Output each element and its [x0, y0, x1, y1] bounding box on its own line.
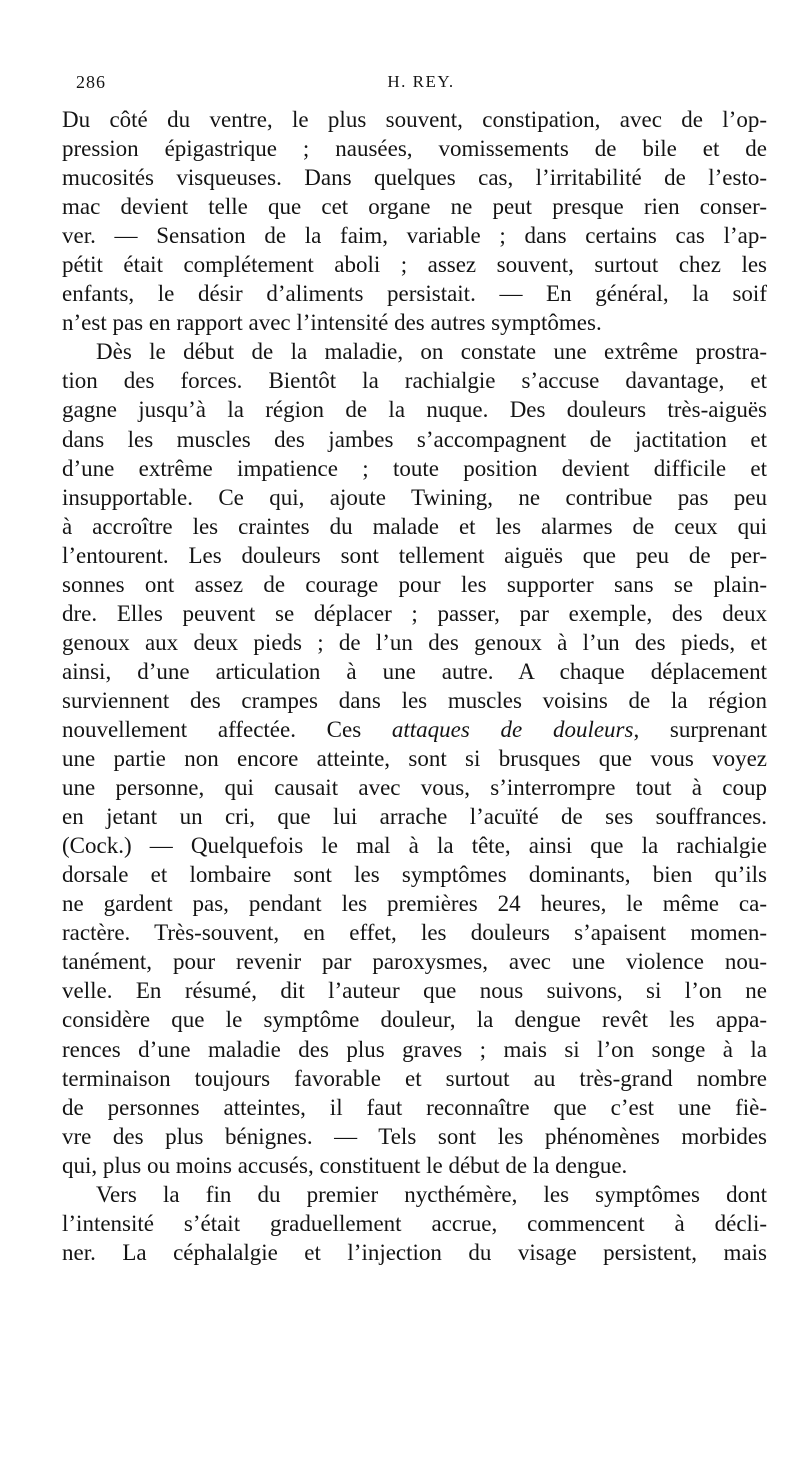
text-line: qui, plus ou moins accusés, constituent le début de la dengue. [62, 1152, 628, 1178]
text-line: gagne jusqu’à la région de la nuque. Des douleurs très-aiguës [62, 397, 767, 423]
text-line: genoux aux deux pieds ; de l’un des genoux à l’un des pieds, et [62, 629, 767, 655]
text-line: sonnes ont assez de courage pour les supporter sans se plain- [62, 571, 767, 597]
text-line: (Cock.) — Quelquefois le mal à la tête, ainsi que la rachialgie [62, 833, 767, 859]
text-line: dans les muscles des jambes s’accompagnent de jactitation et [62, 426, 767, 452]
text-segment: , surprenant [633, 716, 767, 742]
text-line: à accroître les craintes du malade et les alarmes de ceux qui [62, 513, 767, 539]
text-line: enfants, le désir d’aliments persistait. — En général, la soif [62, 281, 767, 307]
text-line: terminaison toujours favorable et surtout au très-grand nombre [62, 1065, 767, 1091]
text-line: pétit était complétement aboli ; assez souvent, surtout chez les [62, 252, 767, 278]
text-line [62, 715, 767, 744]
text-line: rences d’une maladie des plus graves ; mais si l’on songe à la [62, 1036, 767, 1062]
page-header [76, 72, 766, 102]
text-line: dre. Elles peuvent se déplacer ; passer, par exemple, des deux [62, 600, 767, 626]
running-head: H. REY. [387, 72, 455, 91]
text-line: n’est pas en rapport avec l’intensité des autres symptômes. [62, 310, 602, 336]
text-line: une partie non encore atteinte, sont si brusques que vous voyez [62, 746, 767, 772]
text-line: velle. En résumé, dit l’auteur que nous suivons, si l’on ne [62, 978, 767, 1004]
text-line: Dès le début de la maladie, on constate une extrême prostra- [96, 339, 767, 365]
text-line: ractère. Très-souvent, en effet, les douleurs s’apaisent momen- [62, 920, 767, 946]
text-line: l’entourent. Les douleurs sont tellement aiguës que peu de per- [62, 542, 767, 568]
text-line: tanément, pour revenir par paroxysmes, avec une violence nou- [62, 949, 767, 975]
text-line: de personnes atteintes, il faut reconnaître que c’est une fiè- [62, 1094, 767, 1120]
text-line: surviennent des crampes dans les muscles voisins de la région [62, 687, 767, 713]
text-line: une personne, qui causait avec vous, s’interrompre tout à coup [62, 775, 767, 801]
text-line: l’intensité s’était graduellement accrue, commencent à décli- [62, 1210, 767, 1236]
page-number: 286 [76, 72, 106, 92]
text-line: tion des forces. Bientôt la rachialgie s’accuse davantage, et [62, 368, 767, 394]
text-line: mac devient telle que cet organe ne peut presque rien conser- [62, 194, 767, 220]
italic-phrase: attaques de douleurs [391, 716, 634, 742]
text-line: vre des plus bénignes. — Tels sont les phénomènes morbides [62, 1123, 767, 1149]
text-line: ver. — Sensation de la faim, variable ; dans certains cas l’ap- [62, 223, 767, 249]
text-line: ne gardent pas, pendant les premières 24 heures, le même ca- [62, 891, 767, 917]
text-line: ner. La céphalalgie et l’injection du visage persistent, mais [62, 1239, 767, 1265]
text-line: Du côté du ventre, le plus souvent, constipation, avec de l’op- [62, 107, 767, 132]
text-line: Vers la fin du premier nycthémère, les symptômes dont [96, 1181, 767, 1207]
body-text [62, 105, 767, 1267]
text-line: considère que le symptôme douleur, la dengue revêt les appa- [62, 1007, 767, 1033]
text-line: dorsale et lombaire sont les symptômes dominants, bien qu’ils [62, 862, 767, 888]
text-line: d’une extrême impatience ; toute position devient difficile et [62, 455, 767, 481]
text-line: pression épigastrique ; nausées, vomissements de bile et de [62, 136, 767, 162]
text-line: ainsi, d’une articulation à une autre. A chaque déplacement [62, 658, 767, 684]
text-line: en jetant un cri, que lui arrache l’acuïté de ses souffrances. [62, 804, 767, 830]
text-segment: nouvellement affectée. Ces [62, 716, 392, 742]
text-line: mucosités visqueuses. Dans quelques cas, l’irritabilité de l’esto- [62, 165, 767, 191]
text-line: insupportable. Ce qui, ajoute Twining, ne contribue pas peu [62, 484, 767, 510]
